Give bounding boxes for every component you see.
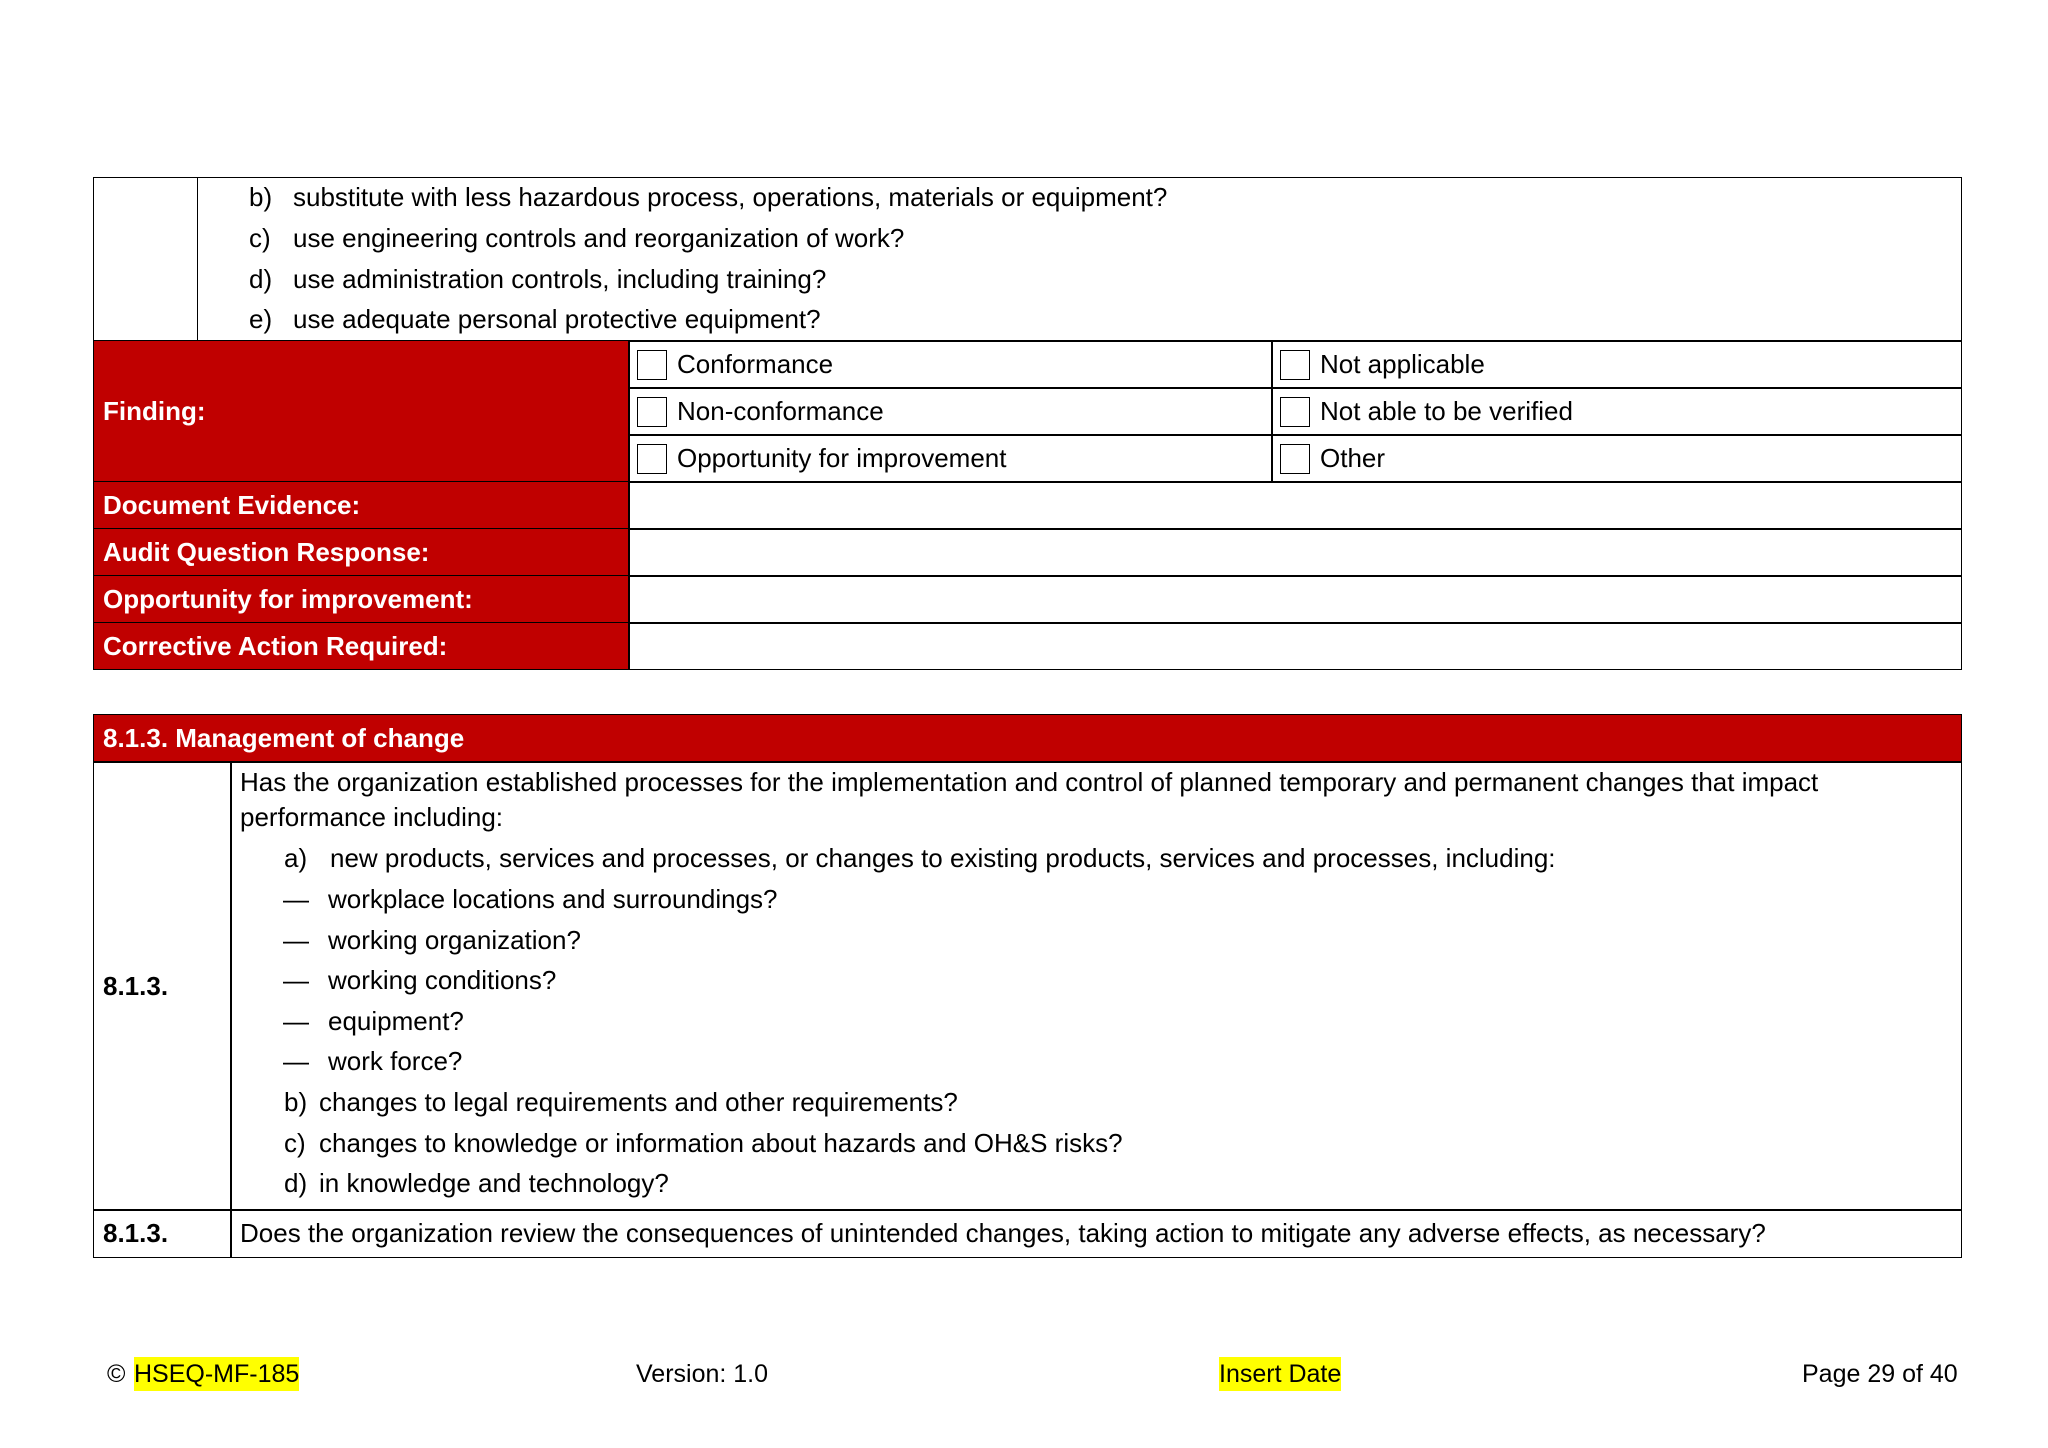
question-text-cell — [230, 761, 1962, 1211]
option-other[interactable] — [1271, 434, 1962, 483]
question-intro: Has the organization established processes for the implementation and control of planned temporary and permanent changes that impact — [240, 767, 1819, 797]
number-column — [94, 178, 198, 341]
question-number: 8.1.3. — [103, 970, 169, 1001]
document-evidence-label: Document Evidence: — [93, 481, 630, 530]
section-header: 8.1.3. Management of change — [93, 714, 1962, 763]
question-text-cell — [230, 1209, 1962, 1258]
item-text: use adequate personal protective equipment? — [293, 304, 821, 334]
audit-question-response-label: Audit Question Response: — [93, 528, 630, 577]
dash-item: working organization? — [328, 925, 581, 955]
option-opportunity-for-improvement[interactable] — [628, 434, 1273, 483]
dash-item: equipment? — [328, 1006, 464, 1036]
hierarchy-controls-cell — [93, 177, 1962, 342]
document-evidence-field[interactable] — [628, 481, 1962, 530]
option-not-applicable[interactable] — [1271, 340, 1962, 389]
checkbox[interactable] — [1280, 397, 1310, 427]
version: Version: 1.0 — [636, 1360, 769, 1388]
dash-item: working conditions? — [328, 965, 557, 995]
dash: — — [283, 965, 309, 995]
checkbox[interactable] — [1280, 444, 1310, 474]
opportunity-for-improvement-field[interactable] — [628, 575, 1962, 624]
checkbox[interactable] — [637, 350, 667, 380]
item-text: use engineering controls and reorganization of work? — [293, 223, 905, 253]
corrective-action-required-label: Corrective Action Required: — [93, 622, 630, 670]
question-text: Does the organization review the consequences of unintended changes, taking action to mitigate any adverse effects, as necessary? — [240, 1218, 1766, 1248]
dash: — — [283, 1006, 309, 1036]
item-text: new products, services and processes, or changes to existing products, services and processes, including: — [330, 843, 1556, 873]
document-code: HSEQ-MF-185 — [134, 1357, 299, 1391]
audit-question-response-field[interactable] — [628, 528, 1962, 577]
option-label: Opportunity for improvement — [677, 443, 1007, 473]
option-label: Not able to be verified — [1320, 396, 1573, 426]
dash: — — [283, 925, 309, 955]
item-letter: b) — [249, 182, 273, 212]
item-letter: a) — [284, 843, 308, 873]
question-intro-cont: performance including: — [240, 802, 504, 832]
copyright-symbol: © — [107, 1360, 126, 1388]
question-number: 8.1.3. — [103, 1218, 169, 1248]
dash: — — [283, 884, 309, 914]
option-label: Conformance — [677, 349, 834, 379]
finding-label: Finding: — [93, 340, 630, 483]
item-text: substitute with less hazardous process, operations, materials or equipment? — [293, 182, 1168, 212]
item-letter: b) — [284, 1087, 308, 1117]
question-number-cell — [93, 1209, 232, 1258]
item-letter: d) — [284, 1168, 308, 1198]
item-text: in knowledge and technology? — [319, 1168, 669, 1198]
item-letter: c) — [284, 1128, 306, 1158]
item-text: changes to knowledge or information about hazards and OH&S risks? — [319, 1128, 1123, 1158]
checkbox[interactable] — [637, 444, 667, 474]
dash: — — [283, 1046, 309, 1076]
item-text: changes to legal requirements and other requirements? — [319, 1087, 958, 1117]
checkbox[interactable] — [637, 397, 667, 427]
item-text: use administration controls, including training? — [293, 264, 827, 294]
option-not-able-to-be-verified[interactable] — [1271, 387, 1962, 436]
insert-date: Insert Date — [1219, 1357, 1341, 1391]
dash-item: workplace locations and surroundings? — [328, 884, 778, 914]
dash-item: work force? — [328, 1046, 463, 1076]
option-non-conformance[interactable] — [628, 387, 1273, 436]
item-letter: c) — [249, 223, 271, 253]
option-label: Not applicable — [1320, 349, 1485, 379]
opportunity-for-improvement-label: Opportunity for improvement: — [93, 575, 630, 624]
item-letter: d) — [249, 264, 273, 294]
option-label: Non-conformance — [677, 396, 884, 426]
corrective-action-required-field[interactable] — [628, 622, 1962, 670]
question-number-cell — [93, 761, 232, 1211]
checkbox[interactable] — [1280, 350, 1310, 380]
option-conformance[interactable] — [628, 340, 1273, 389]
page-number: Page 29 of 40 — [1802, 1360, 1958, 1388]
option-label: Other — [1320, 443, 1386, 473]
item-letter: e) — [249, 304, 273, 334]
